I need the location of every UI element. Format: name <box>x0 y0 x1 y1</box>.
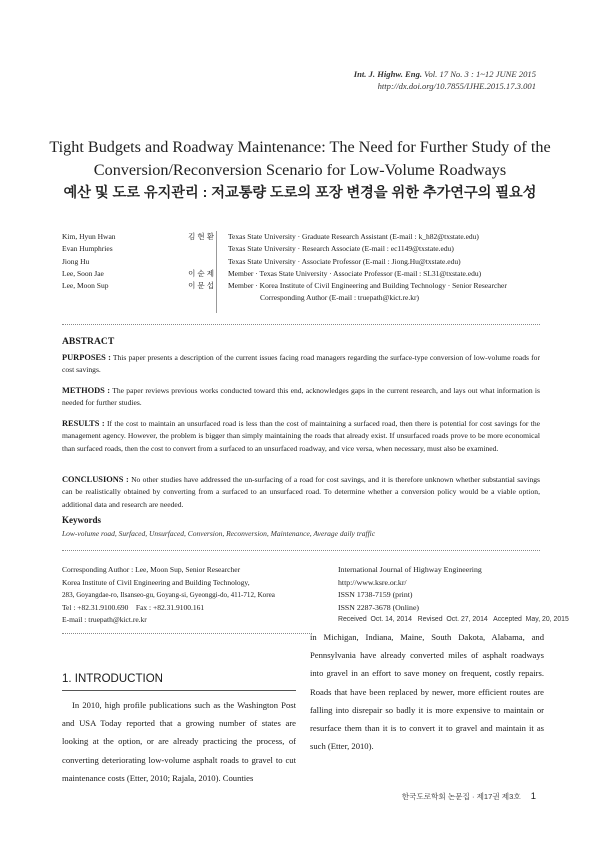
journal-url[interactable]: http://www.ksre.or.kr/ <box>338 577 407 587</box>
author-korean-name <box>172 243 222 255</box>
author-name: Kim, Hyun Hwan <box>62 232 116 241</box>
journal-name: International Journal of Highway Engineering <box>338 565 482 574</box>
author-affiliation: Texas State University · Graduate Research Assistant (E-mail : k_h82@txstate.edu) <box>228 232 479 241</box>
doi-link[interactable]: http://dx.doi.org/10.7855/IJHE.2015.17.3.001 <box>377 81 536 91</box>
author-name: Evan Humphries <box>62 244 113 254</box>
correspondence-line: E-mail : truepath@kict.re.kr <box>62 615 147 624</box>
received-dates: Received Oct. 14, 2014 Revised Oct. 27, 2014 Accepted May, 20, 2015 <box>338 616 569 623</box>
abstract-purposes <box>62 352 540 377</box>
methods-label: METHODS : <box>62 386 111 395</box>
author-list <box>62 231 532 305</box>
author-row <box>62 292 532 304</box>
divider-dotted <box>62 550 540 551</box>
section-heading-introduction: 1. INTRODUCTION <box>62 673 163 685</box>
title-line-2: Conversion/Reconversion Scenario for Low-Volume Roadways <box>93 161 507 179</box>
author-name: Jiong Hu <box>62 256 90 266</box>
section-underline <box>62 690 296 691</box>
abstract-heading: ABSTRACT <box>62 336 115 347</box>
author-affiliation: Member · Korea Institute of Civil Engineering and Building Technology · Senior Researcher <box>228 281 507 291</box>
results-label: RESULTS : <box>62 419 105 428</box>
author-row <box>62 256 532 268</box>
paper-title-english <box>40 136 560 182</box>
divider-dotted-left <box>62 633 312 634</box>
purposes-label: PURPOSES : <box>62 353 111 362</box>
methods-text: The paper reviews previous works conducted toward this end, acknowledges gaps in the current research, and lays out what information is needed for further studies. <box>62 386 541 408</box>
author-name: Lee, Moon Sup <box>62 281 109 291</box>
author-korean-name <box>172 256 222 268</box>
page-footer <box>402 791 536 802</box>
divider-dotted <box>62 324 540 325</box>
volume-line <box>354 68 536 80</box>
abstract-conclusions <box>62 474 540 511</box>
paper-title-korean: 예산 및 도로 유지관리 : 저교통량 도로의 포장 변경을 위한 추가연구의 필요성 <box>63 185 537 201</box>
author-affiliation: Texas State University · Research Associate (E-mail : ec1149@txstate.edu) <box>228 244 454 254</box>
author-korean-name: 김 현 환 <box>188 232 214 241</box>
correspondence-block <box>62 564 332 627</box>
purposes-text: This paper presents a description of the current issues facing road managers regarding the surface-type conversion of low-volume roads for cost savings. <box>62 353 540 375</box>
author-row <box>62 231 532 243</box>
conclusions-label: CONCLUSIONS : <box>62 475 129 484</box>
author-row <box>62 243 532 255</box>
volume-info: Vol. 17 No. 3 : 1~12 JUNE 2015 <box>424 69 536 79</box>
journal-header <box>354 68 536 92</box>
correspondence-line: Tel : +82.31.9100.690 Fax : +82.31.9100.161 <box>62 602 205 612</box>
author-korean-name: 이 문 섭 <box>188 281 214 291</box>
results-text: If the cost to maintain an unsurfaced road is less than the cost of maintaining a surfaced road, then there is potential for cost savings for the management agency. However, the problem is bigger than simply maintaining the roads that already exist. If unsurfaced roads prove to be more economical than surfaced roads, then the cost to convert from a surfaced to an unsurfaced roadway, and vice versa, when necessary, must also be examined. <box>62 419 540 453</box>
issn-print: ISSN 1738-7159 (print) <box>338 590 413 599</box>
author-affiliation: Texas State University · Associate Professor (E-mail : Jiong.Hu@txstate.edu) <box>228 256 461 266</box>
title-line-1: Tight Budgets and Roadway Maintenance: The Need for Further Study of the <box>49 138 551 156</box>
author-row <box>62 280 532 292</box>
journal-info-block <box>338 564 569 627</box>
correspondence-line: Corresponding Author : Lee, Moon Sup, Senior Researcher <box>62 565 241 574</box>
abstract-methods <box>62 385 540 410</box>
abstract-results <box>62 418 540 455</box>
correspondence-line: Korea Institute of Civil Engineering and Building Technology, <box>62 577 250 587</box>
keywords-text: Low-volume road, Surfaced, Unsurfaced, Conversion, Reconversion, Maintenance, Average daily traffic <box>62 529 376 538</box>
author-affiliation: Member · Texas State University · Associate Professor (E-mail : SL31@txstate.edu) <box>228 268 482 278</box>
issn-online: ISSN 2287-3678 (Online) <box>338 602 419 612</box>
keywords-heading: Keywords <box>62 515 101 525</box>
correspondence-line: 283, Goyangdae-ro, Ilsanseo-gu, Goyang-si, Gyeonggi-do, 411-712, Korea <box>62 591 275 599</box>
author-korean-name: 이 순 제 <box>188 268 214 278</box>
footer-journal-korean: 한국도로학회 논문집 · 제17권 제3호 <box>401 792 521 801</box>
author-name: Lee, Soon Jae <box>62 268 104 278</box>
intro-left-column: In 2010, high profile publications such as the Washington Post and USA Today reported that a growing number of states are looking at the option, or are already practicing the process, of converting deteriorating low-volume asphalt roads to gravel to cut maintenance costs (Etter, 2010; Rajala, 2010). Counties <box>62 700 296 783</box>
page-number: 1 <box>530 791 536 802</box>
author-row <box>62 268 532 280</box>
intro-right-column: in Michigan, Indiana, Maine, South Dakota, Alabama, and Pennsylvania have already converted miles of asphalt roadways into gravel in an effort to save money on frequent, costly repairs. Roads that have been replaced by newer, more efficient routes are falling into disrepair so badly it is more expensive to maintain or resurface them than it is to convert it to gravel and maintain it as such (Etter, 2010). <box>310 632 544 752</box>
journal-abbrev: Int. J. Highw. Eng. <box>353 69 423 79</box>
corresponding-email-line: Corresponding Author (E-mail : truepath@kict.re.kr) <box>260 293 419 303</box>
conclusions-text: No other studies have addressed the un-surfacing of a road for cost savings, and it is therefore unknown whether substantial savings can be realistically obtained by converting from a surfaced to an unsurfaced road. To determine whether a conversion policy would be a viable option, additional data and research are needed. <box>62 475 540 509</box>
